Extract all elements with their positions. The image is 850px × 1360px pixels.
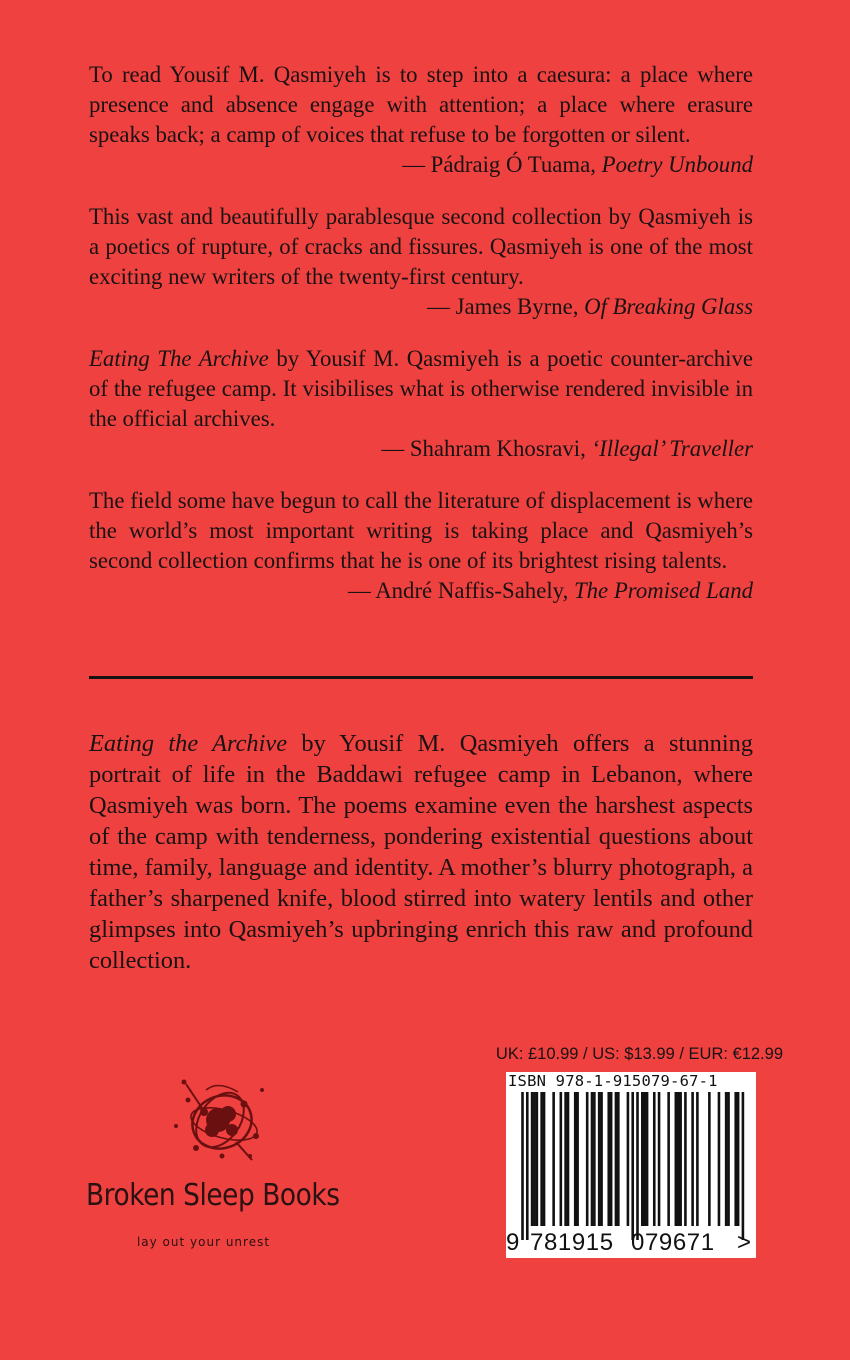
attribution-name: — Shahram Khosravi, [381, 436, 592, 461]
barcode-bar [727, 1092, 730, 1226]
barcode-bar [653, 1092, 656, 1226]
barcode-bar [574, 1092, 577, 1226]
barcode-bar [737, 1092, 740, 1226]
barcode-guard-bar [526, 1092, 529, 1240]
blurb-attribution [89, 434, 753, 464]
barcode-bar [658, 1092, 661, 1226]
barcode-bar [536, 1092, 539, 1226]
barcode-bar [543, 1092, 546, 1226]
attribution-work: Of Breaking Glass [584, 294, 753, 319]
barcode-bar [691, 1092, 694, 1226]
barcode-bar [593, 1092, 596, 1226]
book-title: Eating The Archive [89, 346, 269, 371]
barcode-bar [708, 1092, 711, 1226]
book-description [89, 728, 753, 976]
barcode-bars [516, 1092, 746, 1240]
blurb-attribution [89, 292, 753, 322]
barcode-bar [725, 1092, 728, 1226]
review-quotes [89, 60, 753, 606]
ink-splatter-logo-icon [166, 1070, 276, 1170]
blurb-attribution [89, 150, 753, 180]
barcode-bar [607, 1092, 610, 1226]
barcode-bar [734, 1092, 737, 1226]
barcode-bar [675, 1092, 678, 1226]
blurb-text: This vast and beautifully parablesque second collection by Qasmiyeh is a poetics of rupture, of cracks and fissures. Qasmiyeh is one of the most exciting new writers of the twenty-first century. [89, 204, 753, 289]
barcode-bar [627, 1092, 630, 1226]
isbn-label: ISBN 978-1-915079-67-1 [508, 1072, 718, 1090]
barcode-bar [576, 1092, 579, 1226]
barcode-guard-bar [636, 1092, 639, 1240]
barcode-bar [600, 1092, 603, 1226]
barcode-bar [667, 1092, 670, 1226]
barcode-bar [598, 1092, 601, 1226]
attribution-name: — James Byrne, [427, 294, 585, 319]
barcode-digit-first: 9 [506, 1229, 520, 1256]
blurb-tuama [89, 60, 753, 180]
blurb-text [89, 344, 753, 434]
publisher-tagline: lay out your unrest [136, 1235, 271, 1249]
barcode-bar [591, 1092, 594, 1226]
barcode-bar [552, 1092, 555, 1226]
attribution-name: — Pádraig Ó Tuama, [402, 152, 602, 177]
barcode-bar [677, 1092, 680, 1226]
barcode-bar [540, 1092, 543, 1226]
barcode-bar [643, 1092, 646, 1226]
barcode-digits-left: 781915 [530, 1229, 614, 1256]
blurb-attribution [89, 576, 753, 606]
publisher-logo [86, 1070, 356, 1260]
barcode-bar [531, 1092, 534, 1226]
barcode-digits-right: 079671 [631, 1229, 715, 1256]
barcode-bar [564, 1092, 567, 1226]
barcode-bar [684, 1092, 687, 1226]
attribution-work: Poetry Unbound [601, 152, 753, 177]
barcode-guard-bar [521, 1092, 524, 1240]
barcode-bar [615, 1092, 618, 1226]
blurb-naffis-sahely [89, 486, 753, 606]
isbn-barcode [506, 1072, 756, 1258]
blurb-byrne [89, 202, 753, 322]
section-divider [89, 676, 753, 679]
barcode-bar [679, 1092, 682, 1226]
blurb-text: The field some have begun to call the literature of displacement is where the world’s most important writing is taking place and Qasmiyeh’s second collection confirms that he is one of its brightest rising talents. [89, 488, 753, 573]
barcode-bar [560, 1092, 563, 1226]
barcode-bar [567, 1092, 570, 1226]
barcode-bar [646, 1092, 649, 1226]
barcode-bar [696, 1092, 699, 1226]
publisher-name: Broken Sleep Books [86, 1178, 340, 1213]
barcode-bar [617, 1092, 620, 1226]
barcode-bar [610, 1092, 613, 1226]
barcode-bar [533, 1092, 536, 1226]
blurb-khosravi [89, 344, 753, 464]
barcode-guard-bar [631, 1092, 634, 1240]
attribution-work: The Promised Land [573, 578, 753, 603]
barcode-guard-bar [742, 1092, 745, 1240]
attribution-name: — André Naffis-Sahely, [347, 578, 574, 603]
barcode-bar [718, 1092, 721, 1226]
book-title: Eating the Archive [89, 730, 288, 757]
blurb-text: To read Yousif M. Qasmiyeh is to step into a caesura: a place where presence and absence engage with attention; a place where erasure speaks back; a camp of voices that refuse to be forgotten or silent. [89, 62, 753, 147]
description-body: by Yousif M. Qasmiyeh offers a stunning portrait of life in the Baddawi refugee camp in Lebanon, where Qasmiyeh was born. The poems examine even the harshest aspects of the camp with tenderness, pondering existential questions about time, family, language and identity. A mother’s blurry photograph, a father’s sharpened knife, blood stirred into watery lentils and other glimpses into Qasmiyeh’s upbringing enrich this raw and profound collection. [89, 730, 753, 974]
barcode-bar [586, 1092, 589, 1226]
price-label: UK: £10.99 / US: $13.99 / EUR: €12.99 [495, 1045, 783, 1063]
attribution-work: ‘Illegal’ Traveller [591, 436, 753, 461]
barcode-bar [641, 1092, 644, 1226]
blurb-body: by Yousif M. Qasmiyeh is a poetic counter-archive of the refugee camp. It visibilises what is otherwise rendered invisible in the official archives. [89, 346, 753, 431]
barcode-arrow: > [737, 1229, 752, 1256]
